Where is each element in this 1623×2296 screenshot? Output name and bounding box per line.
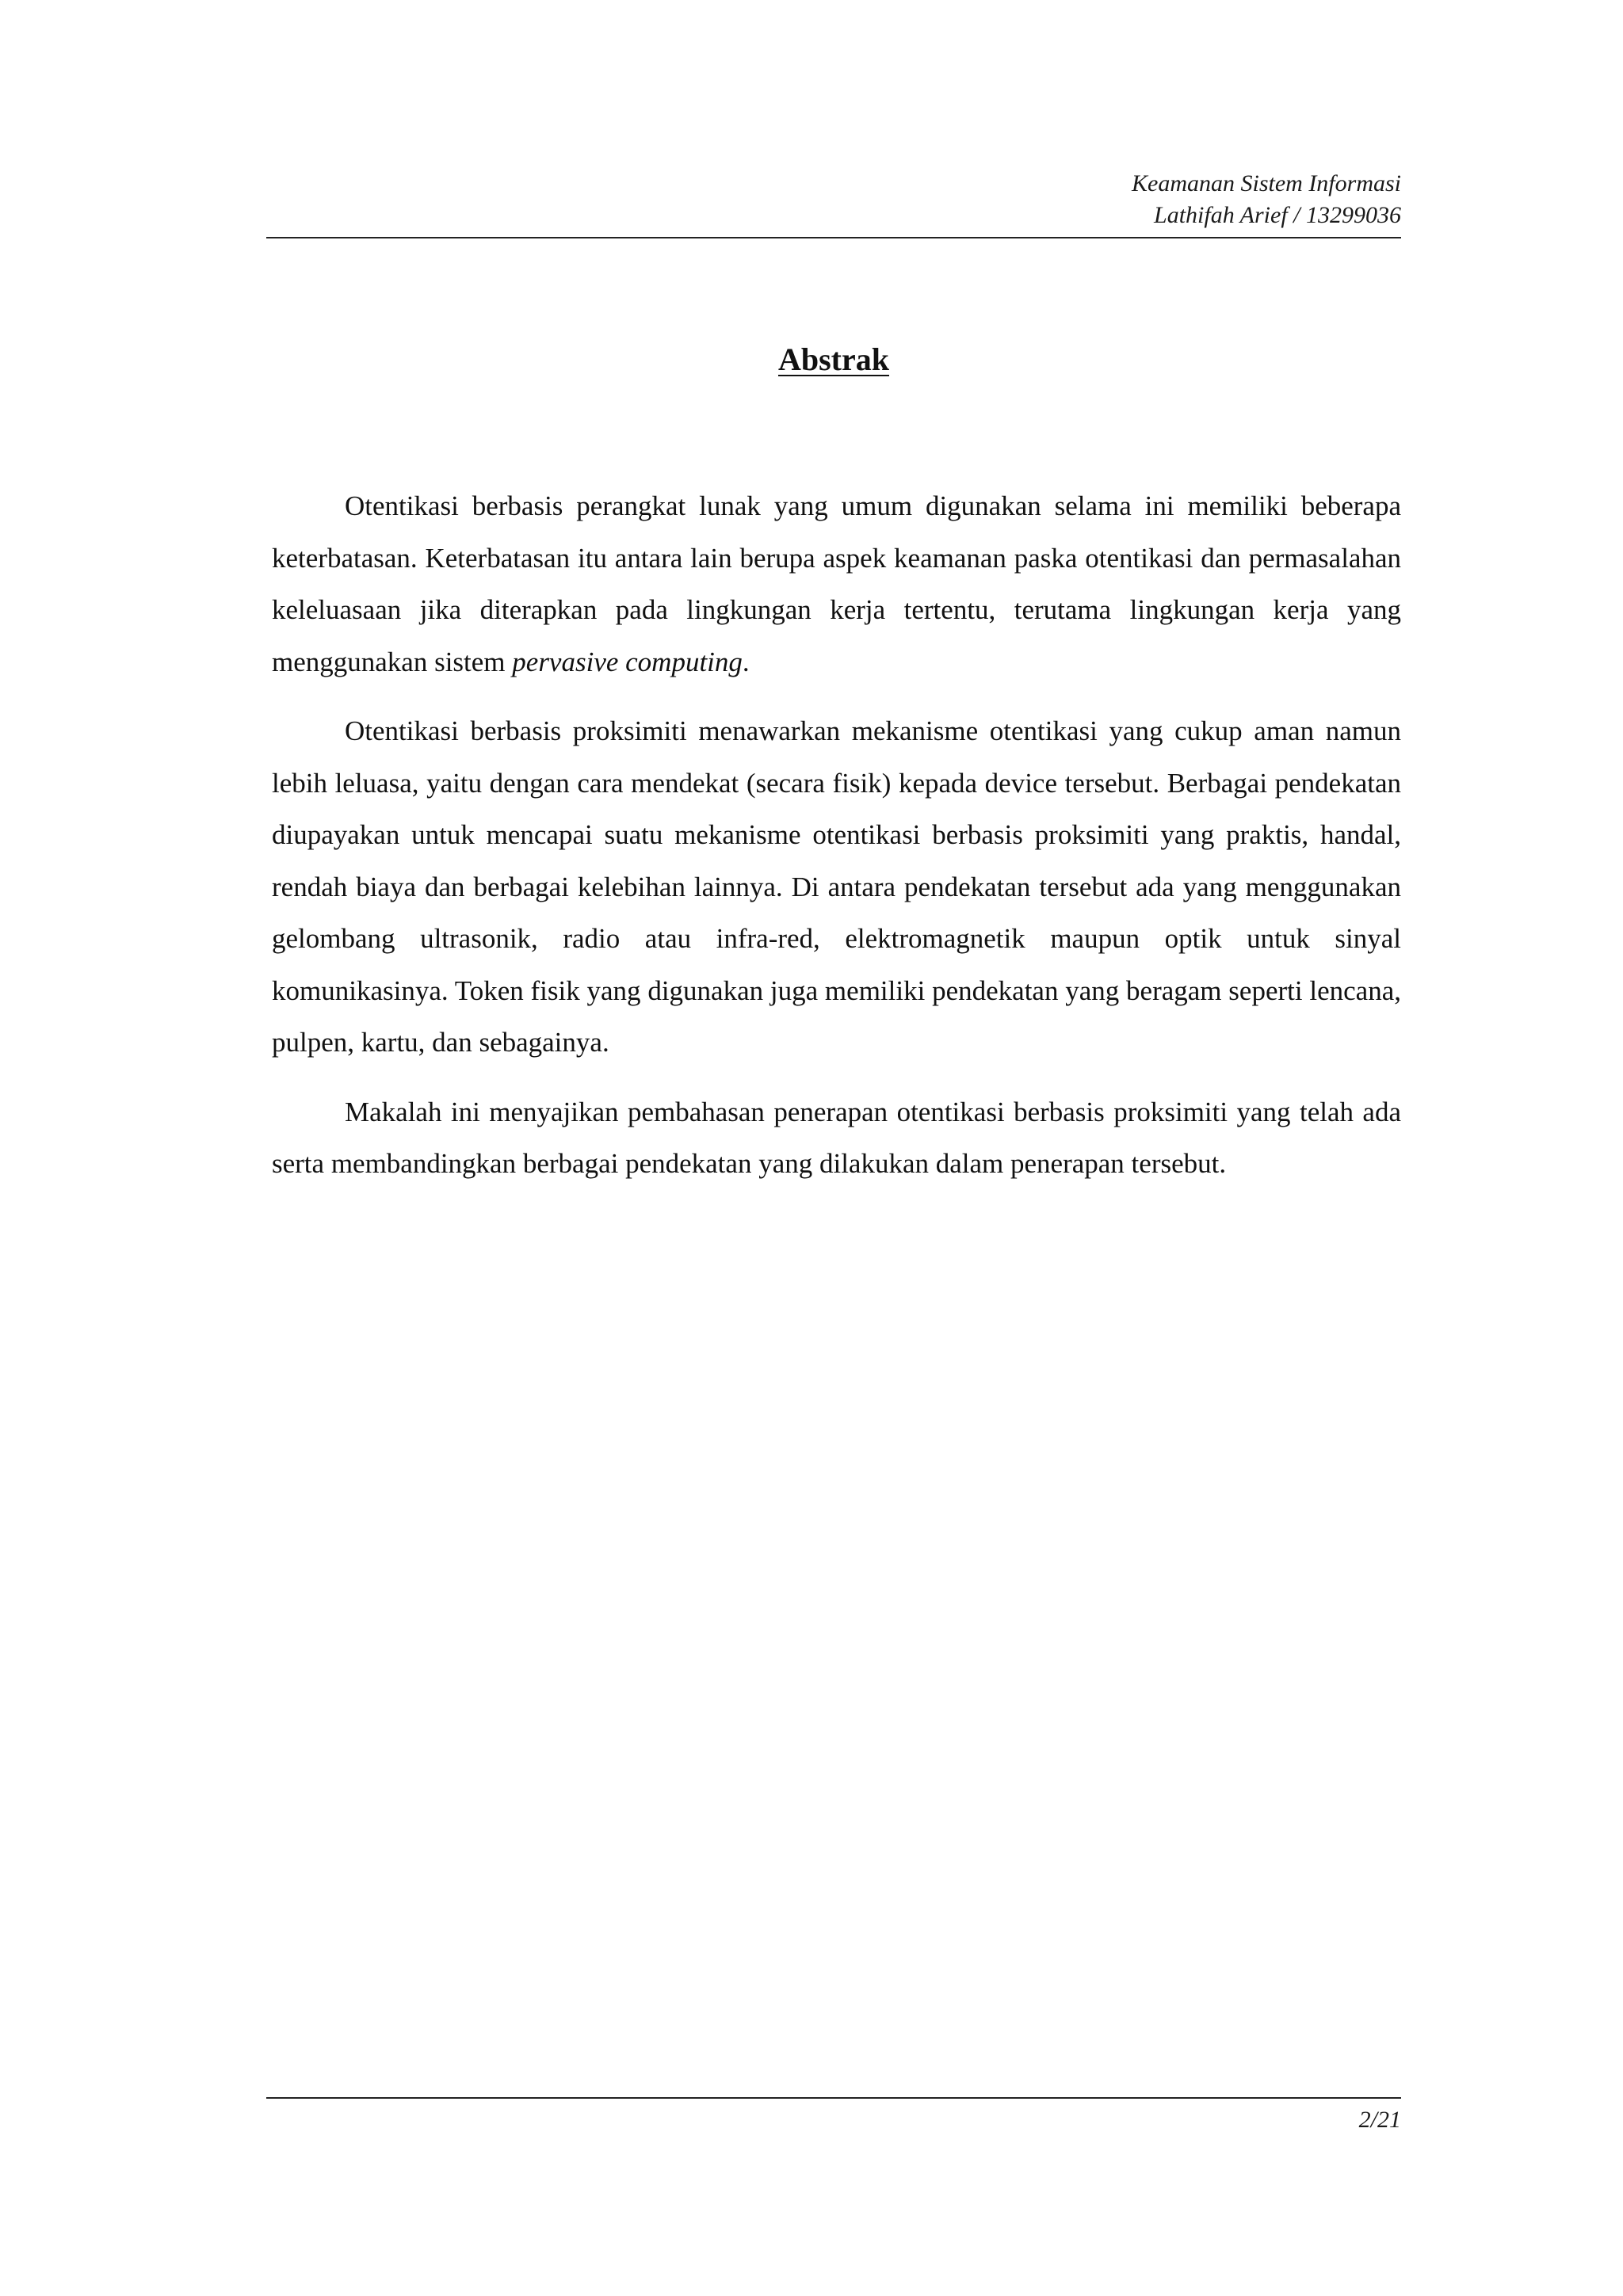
paragraph-1-end: . (742, 646, 750, 677)
abstract-paragraph-1 (272, 480, 1401, 688)
footer-divider (266, 2097, 1401, 2099)
abstract-paragraph-3: Makalah ini menyajikan pembahasan penerapan otentikasi berbasis proksimiti yang telah ada serta membandingkan berbagai pendekatan yang dilakukan dalam penerapan tersebut. (272, 1096, 1401, 1179)
header-author-line: Lathifah Arief / 13299036 (1154, 202, 1401, 228)
abstract-title: Abstrak (777, 341, 890, 377)
header-divider (266, 237, 1401, 238)
paragraph-1-text: Otentikasi berbasis perangkat lunak yang umum digunakan selama ini memiliki beberapa keterbatasan. Keterbatasan itu antara lain berupa aspek keamanan paska otentikasi dan permasalahan keleluasaan jika diterapkan pada lingkungan kerja tertentu, terutama lingkungan kerja yang menggunakan sistem (272, 490, 1401, 677)
paragraph-1-emphasis: pervasive computing (512, 646, 743, 677)
abstract-paragraph-2: Otentikasi berbasis proksimiti menawarkan mekanisme otentikasi yang cukup aman namun lebih leluasa, yaitu dengan cara mendekat (secara fisik) kepada device tersebut. Berbagai pendekatan diupayakan untuk mencapai suatu mekanisme otentikasi berbasis proksimiti yang praktis, handal, rendah biaya dan berbagai kelebihan lainnya. Di antara pendekatan tersebut ada yang menggunakan gelombang ultrasonik, radio atau infra-red, elektromagnetik maupun optik untuk sinyal komunikasinya. Token fisik yang digunakan juga memiliki pendekatan yang beragam seperti lencana, pulpen, kartu, dan sebagainya. (272, 715, 1401, 1058)
page-number: 2/21 (1358, 2107, 1401, 2133)
abstract-body (272, 480, 1401, 1207)
page-header (266, 168, 1401, 231)
header-course-title: Keamanan Sistem Informasi (1132, 170, 1401, 196)
